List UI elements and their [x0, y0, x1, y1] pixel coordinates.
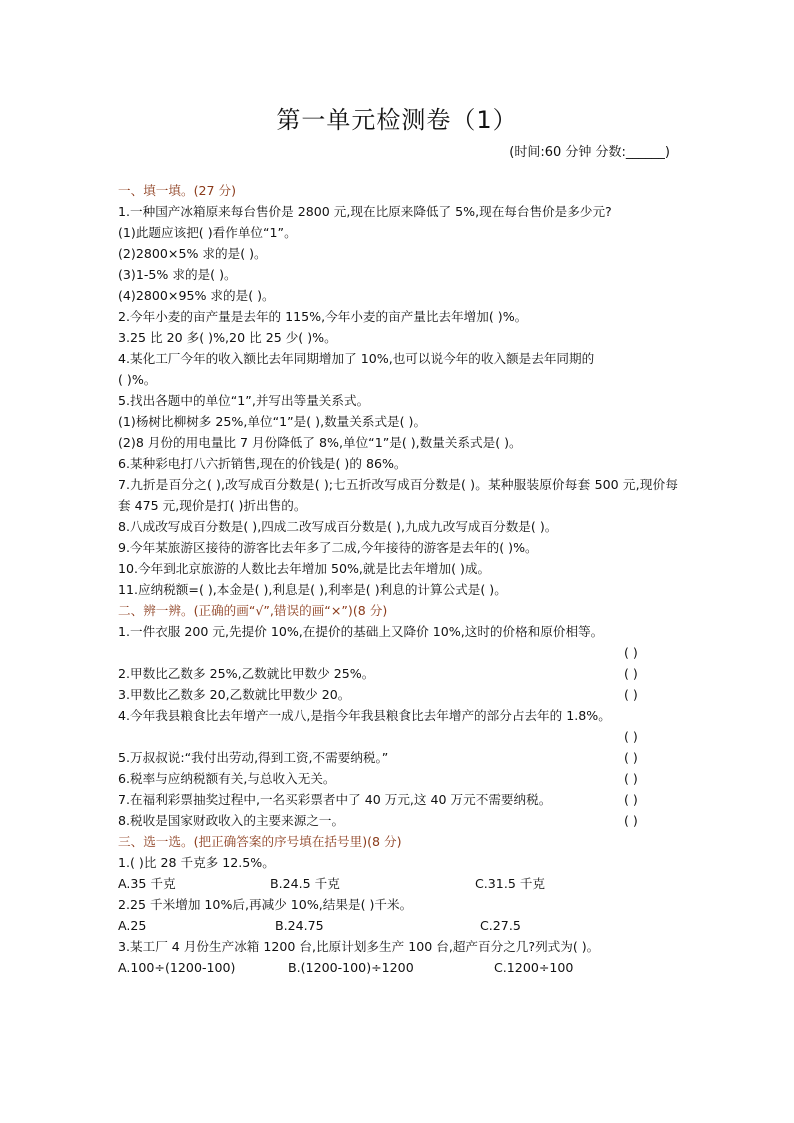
option-a: A.35 千克: [118, 876, 176, 891]
answer-parentheses: ( ): [624, 792, 638, 807]
question-11: 11.应纳税额=( ),本金是( ),利息是( ),利率是( )利息的计算公式是( )。: [118, 582, 507, 597]
judge-text: 5.万叔叔说:“我付出劳动,得到工资,不需要纳税。”: [118, 750, 389, 765]
option-c: C.31.5 千克: [475, 876, 546, 891]
answer-parentheses: ( ): [624, 666, 638, 681]
question-5-part-2: (2)8 月份的用电量比 7 月份降低了 8%,单位“1”是( ),数量关系式是( )。: [118, 435, 522, 450]
question-5: 5.找出各题中的单位“1”,并写出等量关系式。: [118, 393, 370, 408]
question-1-part-4: (4)2800×95% 求的是( )。: [118, 288, 275, 303]
question-1-part-3: (3)1-5% 求的是( )。: [118, 267, 237, 282]
option-b: B.(1200-100)÷1200: [288, 960, 414, 975]
question-3: 3.25 比 20 多( )%,20 比 25 少( )%。: [118, 330, 337, 345]
judge-text: 2.甲数比乙数多 25%,乙数就比甲数少 25%。: [118, 666, 375, 681]
question-2: 2.今年小麦的亩产量是去年的 115%,今年小麦的亩产量比去年增加( )%。: [118, 309, 528, 324]
section-heading-choose: 三、选一选。(把正确答案的序号填在括号里)(8 分): [118, 834, 402, 849]
judge-4-answer-row: [118, 726, 678, 747]
option-c: C.1200÷100: [494, 960, 574, 975]
judge-7: [118, 789, 678, 810]
page-title: 第一单元检测卷（1）: [276, 106, 518, 134]
choice-options-2: [118, 915, 678, 936]
judge-2: [118, 663, 678, 684]
option-a: A.100÷(1200-100): [118, 960, 236, 975]
answer-parentheses: ( ): [624, 729, 638, 744]
question-10: 10.今年到北京旅游的人数比去年增加 50%,就是比去年增加( )成。: [118, 561, 491, 576]
exam-content: [118, 180, 678, 978]
option-b: B.24.5 千克: [270, 876, 340, 891]
option-b: B.24.75: [275, 918, 324, 933]
answer-parentheses: ( ): [624, 771, 638, 786]
question-1-part-1: (1)此题应该把( )看作单位“1”。: [118, 225, 297, 240]
judge-5: [118, 747, 678, 768]
time-score-info: (时间:60 分钟 分数:______): [509, 145, 670, 160]
section-heading-judge: 二、辨一辨。(正确的画“√”,错误的画“×”)(8 分): [118, 603, 388, 618]
answer-parentheses: ( ): [624, 645, 638, 660]
choice-question-2: 2.25 千米增加 10%后,再减少 10%,结果是( )千米。: [118, 897, 413, 912]
judge-1-answer-row: [118, 642, 678, 663]
question-6: 6.某种彩电打八六折销售,现在的价钱是( )的 86%。: [118, 456, 407, 471]
choice-question-3: 3.某工厂 4 月份生产冰箱 1200 台,比原计划多生产 100 台,超产百分之几?列式为( )。: [118, 939, 600, 954]
question-1-part-2: (2)2800×5% 求的是( )。: [118, 246, 267, 261]
judge-4: 4.今年我县粮食比去年增产一成八,是指今年我县粮食比去年增产的部分占去年的 1.8%。: [118, 708, 611, 723]
judge-text: 6.税率与应纳税额有关,与总收入无关。: [118, 771, 336, 786]
question-9: 9.今年某旅游区接待的游客比去年多了二成,今年接待的游客是去年的( )%。: [118, 540, 538, 555]
question-7: 7.九折是百分之( ),改写成百分数是( );七五折改写成百分数是( )。某种服装原价每套 500 元,现价每套 475 元,现价是打( )折出售的。: [118, 477, 678, 513]
judge-text: 8.税收是国家财政收入的主要来源之一。: [118, 813, 345, 828]
option-c: C.27.5: [480, 918, 521, 933]
judge-6: [118, 768, 678, 789]
question-8: 8.八成改写成百分数是( ),四成二改写成百分数是( ),九成九改写成百分数是( )。: [118, 519, 558, 534]
answer-parentheses: ( ): [624, 750, 638, 765]
choice-options-3: [118, 957, 678, 978]
judge-8: [118, 810, 678, 831]
section-heading-fill: 一、填一填。(27 分): [118, 183, 237, 198]
choice-question-1: 1.( )比 28 千克多 12.5%。: [118, 855, 275, 870]
question-4: 4.某化工厂今年的收入额比去年同期增加了 10%,也可以说今年的收入额是去年同期的: [118, 351, 595, 366]
question-5-part-1: (1)杨树比柳树多 25%,单位“1”是( ),数量关系式是( )。: [118, 414, 427, 429]
option-a: A.25: [118, 918, 147, 933]
answer-parentheses: ( ): [624, 813, 638, 828]
answer-parentheses: ( ): [624, 687, 638, 702]
judge-3: [118, 684, 678, 705]
choice-options-1: [118, 873, 678, 894]
judge-text: 7.在福利彩票抽奖过程中,一名买彩票者中了 40 万元,这 40 万元不需要纳税。: [118, 792, 552, 807]
question-1: 1.一种国产冰箱原来每台售价是 2800 元,现在比原来降低了 5%,现在每台售价是多少元?: [118, 204, 612, 219]
judge-1: 1.一件衣服 200 元,先提价 10%,在提价的基础上又降价 10%,这时的价格和原价相等。: [118, 624, 604, 639]
judge-text: 3.甲数比乙数多 20,乙数就比甲数少 20。: [118, 687, 351, 702]
question-4-continued: ( )%。: [118, 372, 157, 387]
